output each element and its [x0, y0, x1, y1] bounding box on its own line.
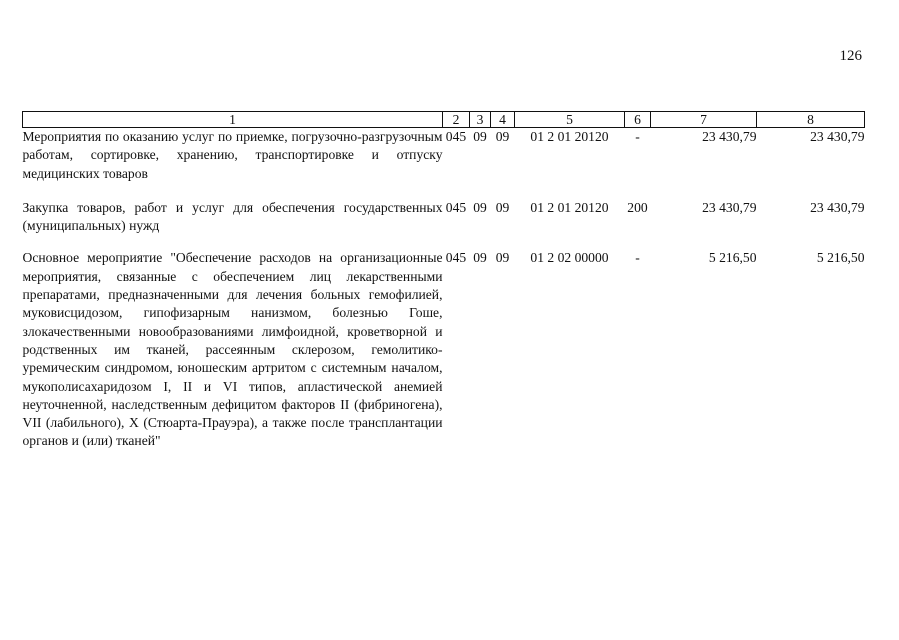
row-csr: 01 2 01 20120	[530, 199, 609, 215]
row-rz: 09	[473, 250, 487, 266]
row-name: Основное мероприятие "Обеспечение расходов на организационные мероприятия, связанные с обеспечением лиц лекарственными препаратами, предназначенными для лечения больных гемофилией, муковисцидозом, гипофизарным нанизмом, болезнью Гоше, злокачественными новообразованиями лимфоидной, кроветворной и родственных им тканей, рассеянным склерозом, гемолитико-уремическим синдромом, юношеским артритом с системным началом, мукополисахаридозом I, II и VI типов, апластической анемией неуточненной, наследственным дефицитом факторов II (фибриногена), VII (лабильного), X (Стюарта-Прауэра), а также после трансплантации органов и (или) тканей"	[22, 250, 443, 449]
row-amount-1: 23 430,79	[702, 129, 757, 144]
column-header-amount-1: 7	[651, 112, 757, 128]
row-amount-2: 5 216,50	[816, 250, 865, 266]
row-vr: -	[635, 129, 640, 144]
row-rz: 09	[473, 199, 487, 215]
column-header-vr: 6	[625, 112, 651, 128]
row-amount-2: 23 430,79	[810, 129, 865, 144]
row-csr: 01 2 01 20120	[530, 129, 609, 144]
row-pr: 09	[495, 250, 510, 266]
row-gr: 045	[445, 250, 467, 266]
row-gr: 045	[445, 199, 467, 215]
row-pr: 09	[495, 129, 510, 144]
budget-table	[22, 111, 865, 451]
column-header-gr: 2	[443, 112, 470, 128]
column-header-rz: 3	[470, 112, 491, 128]
column-header-pr: 4	[491, 112, 515, 128]
row-name: Мероприятия по оказанию услуг по приемке, погрузочно-разгрузочным работам, сортировке, хранению, транспортировке и отпуску медицинских товаров	[22, 129, 443, 181]
row-pr: 09	[495, 199, 510, 215]
table-row	[23, 199, 865, 250]
column-header-amount-2: 8	[757, 112, 865, 128]
table-row	[23, 249, 865, 450]
row-vr: 200	[627, 199, 648, 215]
row-amount-1: 23 430,79	[702, 199, 757, 215]
row-name: Закупка товаров, работ и услуг для обеспечения государственных (муниципальных) нужд	[22, 199, 443, 234]
table-header-row	[23, 112, 865, 128]
column-header-name: 1	[23, 112, 443, 128]
row-csr: 01 2 02 00000	[530, 250, 609, 266]
row-amount-2: 23 430,79	[810, 199, 865, 215]
row-rz: 09	[473, 129, 487, 144]
row-vr: -	[635, 250, 640, 266]
row-amount-1: 5 216,50	[708, 250, 757, 266]
page-number: 126	[839, 48, 862, 64]
row-gr: 045	[445, 129, 467, 144]
column-header-csr: 5	[515, 112, 625, 128]
table-row	[23, 128, 865, 199]
